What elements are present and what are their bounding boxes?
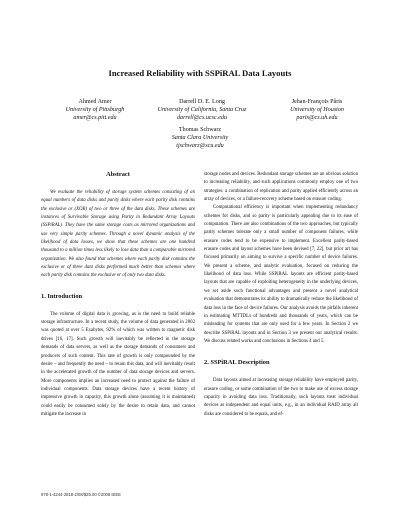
author-email: darrell@cs.ucsc.edu	[176, 115, 228, 122]
abstract-body	[41, 189, 195, 281]
author-name: Thomas Schwarz	[178, 127, 222, 133]
author-name: Darrell D. E. Long	[179, 99, 225, 105]
author-block-2	[140, 98, 264, 122]
introduction-paragraph: The volume of digital data is growing, as is the need to build reliable storage infrastructure. In a recent study, the volume of data generated in 2002 was quoted at over 5 Exabytes, 92% of which was written to magnetic disk drives [16, 17]. Such growth will inevitably be reflected in the storage demands of data servers, as well as the storage demands of consumers and producers of such content. This rate of growth is only compounded by the desire – and frequently the need – to retain this data, and will inevitably result in the accelerated growth of the number of data storage devices and servers. More components implies an increased need to protect against the failure of individual components. Data storage devices have a recent history of impressive growth in capacity, this growth alone (assuming it is maintained) could easily be consumed solely by the desire to retain data, and cannot mitigate the increase in	[41, 311, 195, 417]
description-paragraph: Data layouts aimed at increasing storage reliability have employed parity, erasure coding, or some combination of the two to make use of excess storage capacity in avoiding data loss. Traditionally, such layouts treat individual devices as independent and equal units, e.g., in an individual RAID array all disks are considered to be equals, and ef-	[204, 378, 358, 417]
author-email: amer@cs.pitt.edu	[73, 115, 117, 122]
abstract-heading: Abstract	[106, 171, 130, 178]
author-email: paris@cs.uh.edu	[296, 115, 338, 122]
right-column	[204, 171, 358, 419]
author-block-3	[272, 98, 362, 122]
author-email: tjschwarz@scu.edu	[176, 143, 224, 150]
author-name: Jehan-François Pâris	[291, 99, 343, 105]
author-affiliation: University of California, Santa Cruz	[157, 107, 247, 114]
left-column	[41, 171, 195, 419]
author-name: Ahmed Amer	[78, 99, 112, 105]
author-affiliation: University of Houston	[290, 107, 344, 114]
author-block-1	[52, 98, 138, 122]
introduction-paragraph-2: Computational efficiency is important when implementing redundancy schemes for disks, and so parity is particularly appealing due to its ease of computation. There are also combinations of the two approaches, but typically parity schemes tolerate only a small number of component failures, while erasure codes tend to be expensive to implement. Excellent parity-based erasure codes and layout schemes have been devised [7, 22], but prior art has focused primarily on aiming to survive a specific number of device failures. We present a scheme, and analytic evaluation, focused on reducing the likelihood of data loss. While SSPiRAL layouts are efficient parity-based layouts that are capable of exploiting heterogeneity in the underlying devices, we set aside such functional advantages and present a novel analytical evaluation that demonstrates its ability to dramatically reduce the likelihood of data loss in the face of device failures. Our analysis avoids the pitfalls inherent in estimating MTTDLs of hundreds and thousands of years, which can be misleading for systems that are only used for a few years. In Section 2 we describe SSPiRAL layouts and in Section 3 we present our analytical results. We discuss related works and conclusions in Sections 4 and 5.	[204, 205, 358, 344]
introduction-continued-paragraph: storage nodes and devices. Redundant storage schemes are an obvious solution to increasing reliability, and such applications commonly employ one of two strategies: a combination of replication and parity applied efficiently across an array of devices, or a failure-recovery scheme based on erasure coding.	[204, 172, 358, 203]
author-block-4	[150, 126, 250, 150]
section-heading-introduction: 1. Introduction	[41, 292, 83, 300]
abstract-text: We evaluate the reliability of storage system schemes consisting of an equal numbers of data disks and parity disks where each parity disk contains the exclusive or (XOR) of two or three of the data disks. These schemes are instances of Survivable Storage using Parity in Redundant Array Layouts (SSPiRAL). They have the same storage costs as mirrored organizations and use very simple parity schemes. Through a novel dynamic analysis of the likelihood of data losses, we show that these schemes are one hundred thousand to a million times less likely to lose data than a comparable mirrored organization. We also found that schemes where each parity disk contains the exclusive or of three data disks performed much better than schemes where each parity disk contains the exclusive or of only two data disks.	[41, 190, 195, 279]
paper-title: Increased Reliability with SSPiRAL Data Layouts	[108, 68, 292, 78]
section-heading-sspiral-description: 2. SSPiRAL Description	[204, 359, 270, 367]
author-affiliation: Santa Clara University	[171, 135, 229, 142]
copyright-notice: 978-1-4244-2818-2/08/$25.00 ©2008 IEEE	[41, 492, 121, 497]
author-affiliation: University of Pittsburgh	[65, 107, 125, 114]
